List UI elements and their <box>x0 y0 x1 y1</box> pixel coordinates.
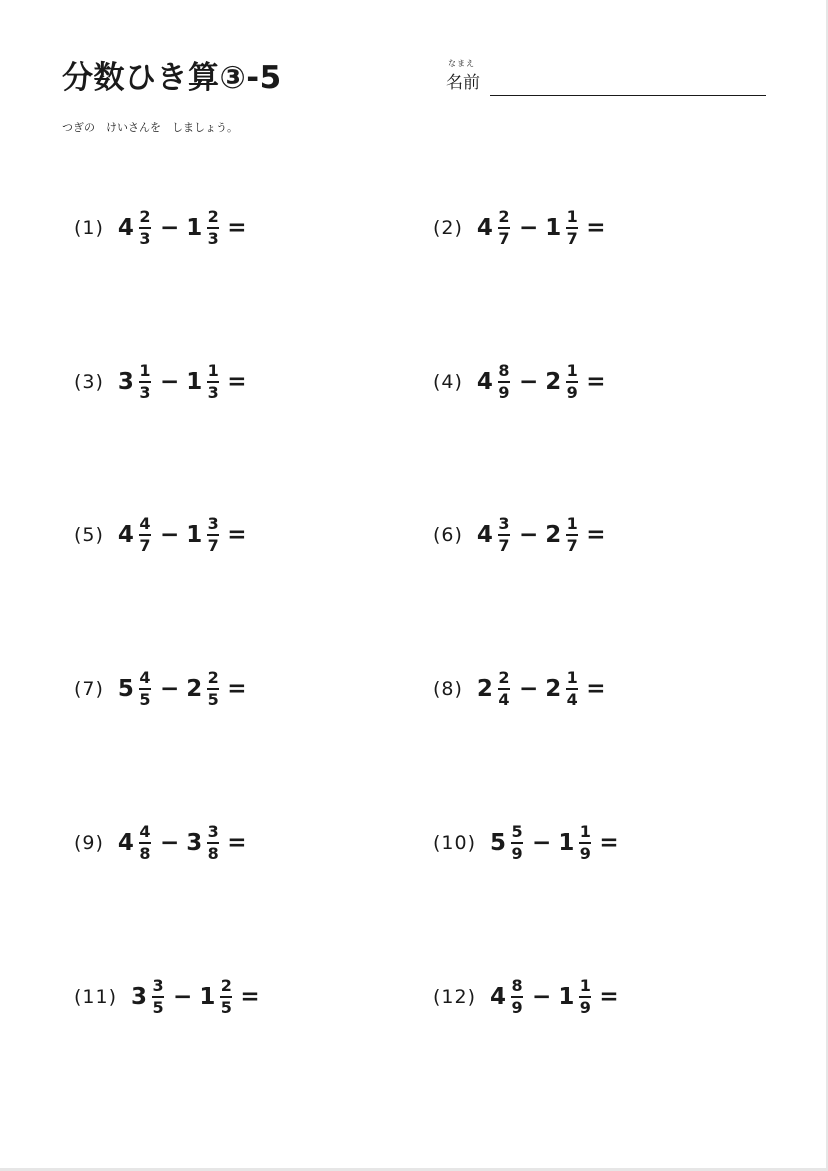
whole-number-b: 1 <box>545 215 562 241</box>
problem-number: (8) <box>433 678 463 700</box>
whole-number-b: 3 <box>186 830 203 856</box>
problem-number: (5) <box>74 524 104 546</box>
numerator: 2 <box>220 976 232 996</box>
fraction-a <box>152 978 164 1016</box>
problem-item <box>433 819 619 867</box>
equals-sign: = <box>586 522 606 548</box>
whole-number-a: 4 <box>476 369 493 395</box>
fraction-b <box>566 209 578 247</box>
denominator: 5 <box>139 689 151 709</box>
fraction-b <box>207 824 219 862</box>
fraction-a <box>498 670 510 708</box>
fraction-b <box>566 670 578 708</box>
denominator: 8 <box>139 843 151 863</box>
denominator: 9 <box>579 997 591 1017</box>
problem-item <box>74 973 260 1021</box>
equals-sign: = <box>227 830 247 856</box>
equals-sign: = <box>586 215 606 241</box>
denominator: 7 <box>566 535 578 555</box>
denominator: 9 <box>498 382 510 402</box>
whole-number-a: 5 <box>117 676 134 702</box>
name-ruby: なまえ <box>448 59 475 68</box>
instruction-text: つぎの けいさんを しましょう。 <box>62 121 238 134</box>
whole-number-a: 4 <box>117 830 134 856</box>
minus-sign: − <box>159 676 180 702</box>
fraction-a <box>139 363 151 401</box>
numerator: 1 <box>566 514 578 534</box>
problem-item <box>74 819 247 867</box>
minus-sign: − <box>159 215 180 241</box>
problem-number: (3) <box>74 371 104 393</box>
numerator: 4 <box>139 668 151 688</box>
whole-number-b: 2 <box>186 676 203 702</box>
denominator: 4 <box>566 689 578 709</box>
problem-number: (11) <box>74 986 118 1008</box>
denominator: 4 <box>498 689 510 709</box>
fraction-a <box>139 516 151 554</box>
equals-sign: = <box>599 984 619 1010</box>
minus-sign: − <box>518 676 539 702</box>
problem-item <box>433 973 619 1021</box>
numerator: 2 <box>207 668 219 688</box>
numerator: 1 <box>566 207 578 227</box>
numerator: 1 <box>566 361 578 381</box>
minus-sign: − <box>173 984 193 1010</box>
minus-sign: − <box>159 830 180 856</box>
whole-number-b: 1 <box>186 522 203 548</box>
whole-number-a: 2 <box>476 676 493 702</box>
numerator: 1 <box>579 976 591 996</box>
numerator: 4 <box>139 514 151 534</box>
fraction-b <box>566 516 578 554</box>
denominator: 7 <box>498 228 510 248</box>
name-underline[interactable] <box>490 95 766 96</box>
whole-number-b: 1 <box>558 984 575 1010</box>
whole-number-a: 4 <box>490 984 507 1010</box>
whole-number-a: 4 <box>476 215 493 241</box>
whole-number-a: 4 <box>117 522 134 548</box>
problem-number: (9) <box>74 832 104 854</box>
problem-item <box>74 358 247 406</box>
problem-number: (1) <box>74 217 104 239</box>
numerator: 2 <box>207 207 219 227</box>
equals-sign: = <box>227 369 247 395</box>
minus-sign: − <box>518 215 539 241</box>
denominator: 8 <box>207 843 219 863</box>
denominator: 3 <box>207 382 219 402</box>
denominator: 3 <box>139 228 151 248</box>
numerator: 2 <box>139 207 151 227</box>
numerator: 1 <box>139 361 151 381</box>
problem-number: (7) <box>74 678 104 700</box>
problem-number: (6) <box>433 524 463 546</box>
fraction-a <box>139 670 151 708</box>
fraction-a <box>139 209 151 247</box>
numerator: 8 <box>511 976 523 996</box>
whole-number-b: 2 <box>545 676 562 702</box>
numerator: 1 <box>566 668 578 688</box>
fraction-b <box>207 516 219 554</box>
denominator: 7 <box>139 535 151 555</box>
equals-sign: = <box>227 522 247 548</box>
fraction-b <box>579 978 591 1016</box>
whole-number-b: 2 <box>545 369 562 395</box>
problem-item <box>433 511 606 559</box>
numerator: 3 <box>152 976 164 996</box>
numerator: 3 <box>498 514 510 534</box>
fraction-a <box>139 824 151 862</box>
numerator: 4 <box>139 822 151 842</box>
whole-number-b: 1 <box>558 830 575 856</box>
denominator: 5 <box>152 997 164 1017</box>
numerator: 2 <box>498 207 510 227</box>
name-field[interactable] <box>446 58 766 98</box>
equals-sign: = <box>240 984 260 1010</box>
fraction-b <box>207 209 219 247</box>
whole-number-a: 4 <box>117 215 134 241</box>
fraction-a <box>498 516 510 554</box>
denominator: 9 <box>579 843 591 863</box>
whole-number-b: 1 <box>199 984 216 1010</box>
numerator: 3 <box>207 822 219 842</box>
denominator: 3 <box>207 228 219 248</box>
numerator: 3 <box>207 514 219 534</box>
minus-sign: − <box>518 369 539 395</box>
fraction-b <box>220 978 232 1016</box>
minus-sign: − <box>532 830 552 856</box>
problem-number: (12) <box>433 986 477 1008</box>
equals-sign: = <box>227 215 247 241</box>
denominator: 7 <box>566 228 578 248</box>
fraction-b <box>566 363 578 401</box>
problem-number: (10) <box>433 832 477 854</box>
minus-sign: − <box>159 522 180 548</box>
problem-item <box>433 358 606 406</box>
whole-number-a: 5 <box>490 830 507 856</box>
numerator: 2 <box>498 668 510 688</box>
denominator: 9 <box>566 382 578 402</box>
whole-number-b: 2 <box>545 522 562 548</box>
worksheet-title: 分数ひき算③-5 <box>62 60 282 96</box>
whole-number-a: 3 <box>131 984 148 1010</box>
fraction-b <box>579 824 591 862</box>
denominator: 7 <box>498 535 510 555</box>
equals-sign: = <box>586 369 606 395</box>
problem-item <box>74 511 247 559</box>
numerator: 8 <box>498 361 510 381</box>
minus-sign: − <box>159 369 180 395</box>
denominator: 5 <box>220 997 232 1017</box>
problem-item <box>74 665 247 713</box>
fraction-a <box>511 824 523 862</box>
numerator: 1 <box>579 822 591 842</box>
whole-number-a: 4 <box>476 522 493 548</box>
name-label: 名前 <box>446 73 480 93</box>
minus-sign: − <box>518 522 539 548</box>
denominator: 5 <box>207 689 219 709</box>
problem-item <box>433 665 606 713</box>
problem-item <box>433 204 606 252</box>
denominator: 9 <box>511 997 523 1017</box>
numerator: 5 <box>511 822 523 842</box>
problem-number: (2) <box>433 217 463 239</box>
whole-number-a: 3 <box>117 369 134 395</box>
equals-sign: = <box>227 676 247 702</box>
denominator: 7 <box>207 535 219 555</box>
fraction-a <box>511 978 523 1016</box>
equals-sign: = <box>586 676 606 702</box>
minus-sign: − <box>532 984 552 1010</box>
equals-sign: = <box>599 830 619 856</box>
problem-number: (4) <box>433 371 463 393</box>
whole-number-b: 1 <box>186 369 203 395</box>
whole-number-b: 1 <box>186 215 203 241</box>
fraction-a <box>498 363 510 401</box>
fraction-b <box>207 670 219 708</box>
fraction-a <box>498 209 510 247</box>
denominator: 9 <box>511 843 523 863</box>
denominator: 3 <box>139 382 151 402</box>
problem-item <box>74 204 247 252</box>
fraction-b <box>207 363 219 401</box>
numerator: 1 <box>207 361 219 381</box>
